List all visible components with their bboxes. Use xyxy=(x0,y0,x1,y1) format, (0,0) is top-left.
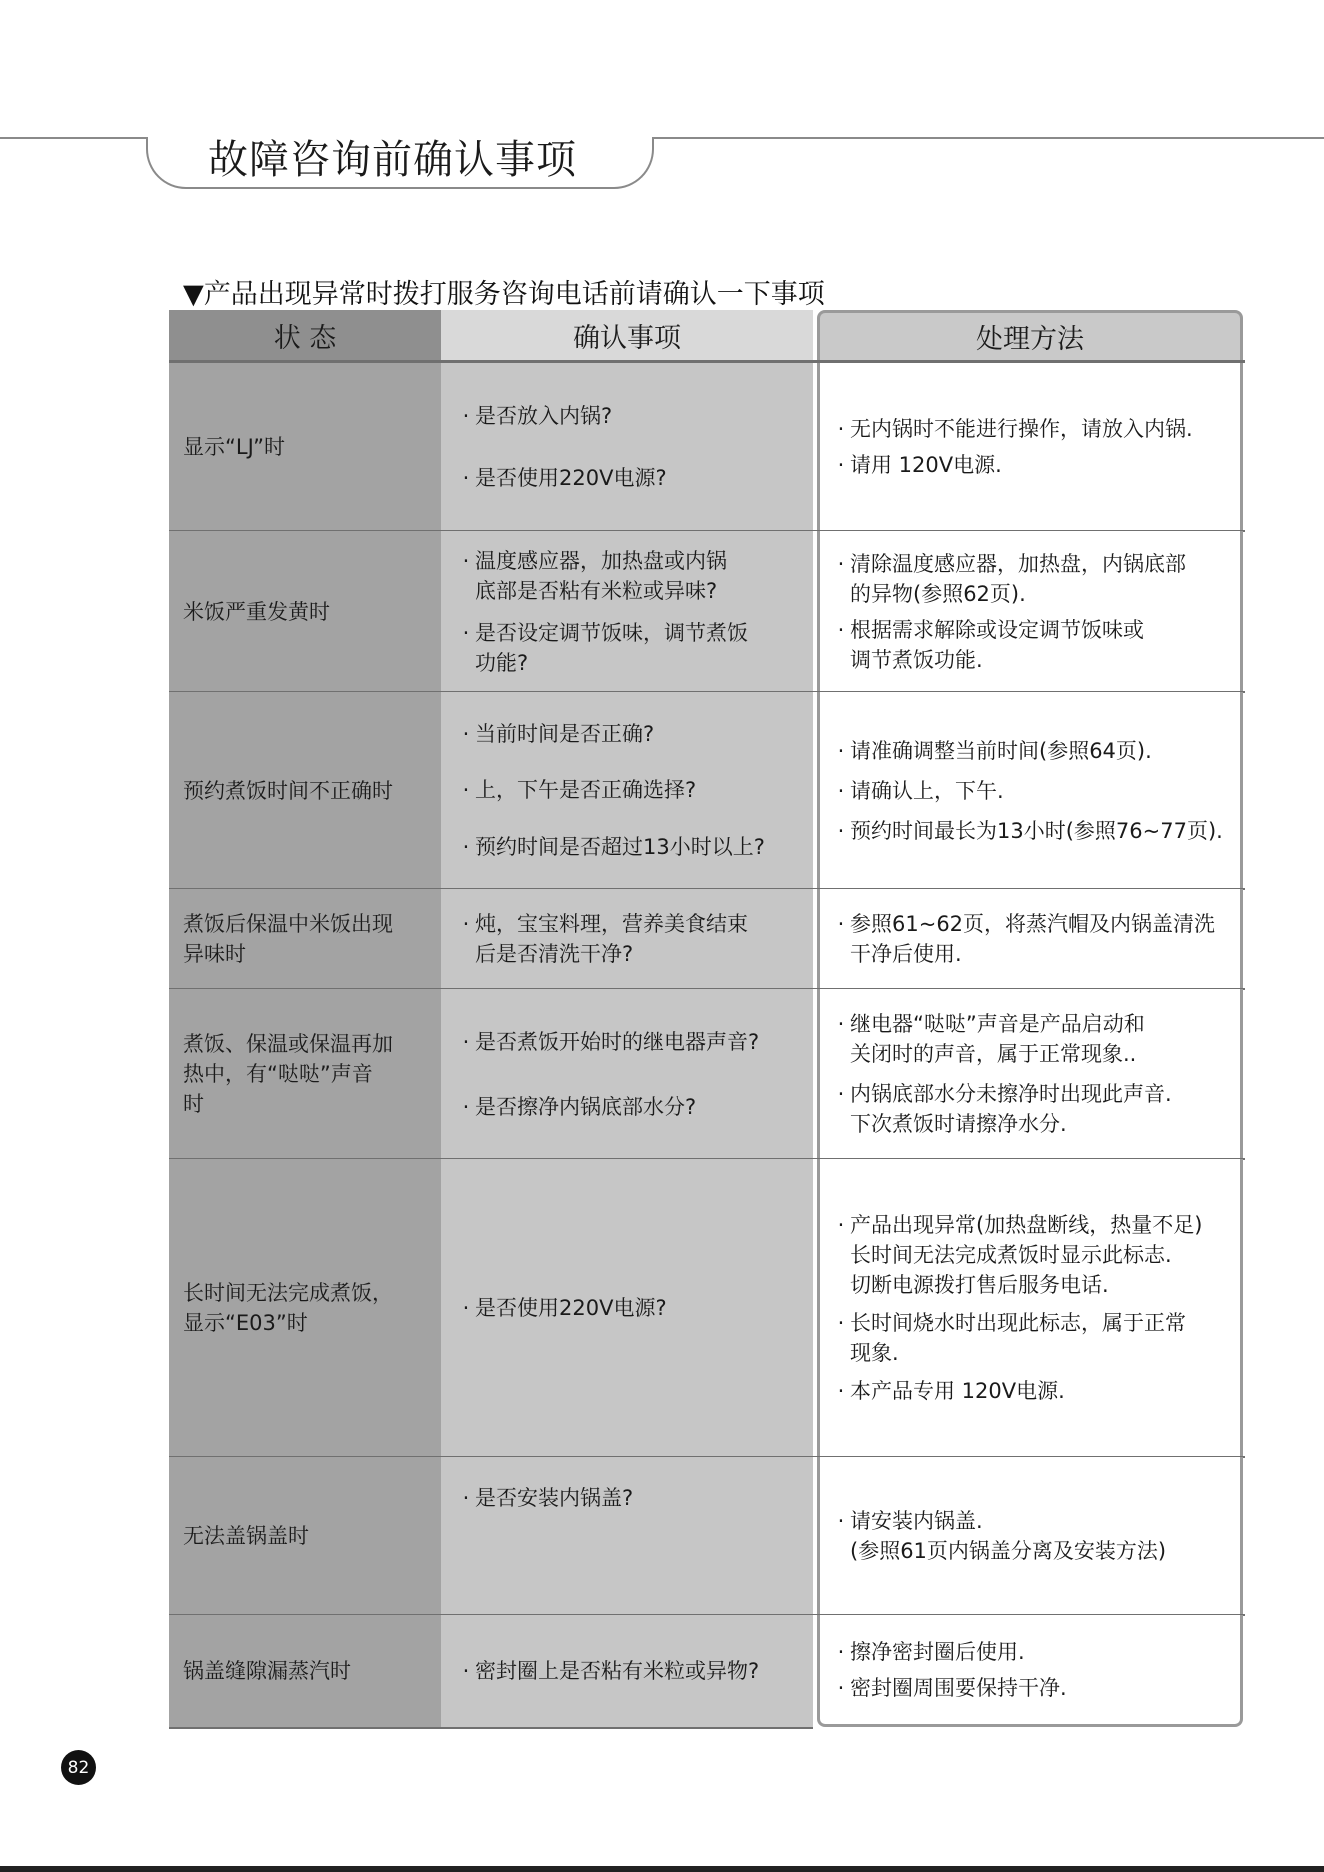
methods-cell xyxy=(817,989,1243,1159)
checks-cell xyxy=(441,1457,813,1615)
status-cell: 显示“LJ”时 xyxy=(169,363,441,531)
list-item: · 温度感应器，加热盘或内锅 底部是否粘有米粒或异味? xyxy=(462,548,727,603)
list-item: · 是否煮饭开始时的继电器声音? xyxy=(462,1029,760,1054)
list-item: · 密封圈周围要保持干净. xyxy=(837,1675,1067,1700)
list-item: · 炖，宝宝料理，营养美食结束 后是否清洗干净? xyxy=(462,912,748,966)
column-header-checks: 确认事项 xyxy=(441,310,813,360)
methods-cell xyxy=(817,531,1243,692)
status-cell: 预约煮饭时间不正确时 xyxy=(169,692,441,889)
list-item: · 本产品专用 120V电源. xyxy=(837,1379,1065,1403)
list-item: · 上，下午是否正确选择? xyxy=(462,778,697,803)
page-title: 故障咨询前确认事项 xyxy=(208,137,577,183)
table-row xyxy=(169,1159,1245,1457)
table-bottom-rule xyxy=(169,1727,813,1729)
checks-cell xyxy=(441,1615,813,1727)
methods-cell xyxy=(817,1615,1243,1727)
status-cell: 煮饭后保温中米饭出现 异味时 xyxy=(169,889,441,989)
table-row xyxy=(169,531,1245,692)
list-item: · 是否擦净内锅底部水分? xyxy=(462,1094,697,1119)
list-item: · 清除温度感应器，加热盘，内锅底部 的异物(参照62页). xyxy=(837,551,1186,606)
section-subtitle: ▼产品出现异常时拨打服务咨询电话前请确认一下事项 xyxy=(183,279,825,310)
list-item: · 内锅底部水分未擦净时出现此声音. 下次煮饭时请擦净水分. xyxy=(837,1082,1172,1136)
column-header-methods: 处理方法 xyxy=(817,310,1243,360)
list-item: · 无内锅时不能进行操作，请放入内锅. xyxy=(837,417,1193,441)
header-rule-right xyxy=(654,137,1324,139)
list-item: · 是否使用220V电源? xyxy=(462,1296,667,1320)
list-item: · 长时间烧水时出现此标志，属于正常 现象. xyxy=(837,1311,1186,1365)
status-cell: 锅盖缝隙漏蒸汽时 xyxy=(169,1615,441,1727)
list-item: · 参照61~62页，将蒸汽帽及内锅盖清洗 干净后使用. xyxy=(837,912,1216,966)
methods-cell xyxy=(817,1457,1243,1615)
methods-cell xyxy=(817,363,1243,531)
checks-cell xyxy=(441,692,813,889)
status-cell: 长时间无法完成煮饭， 显示“E03”时 xyxy=(169,1159,441,1457)
list-item: · 擦净密封圈后使用. xyxy=(837,1639,1025,1664)
list-item: · 继电器“哒哒”声音是产品启动和 关闭时的声音，属于正常现象.. xyxy=(837,1012,1145,1066)
list-item: · 是否设定调节饭味，调节煮饭 功能? xyxy=(462,620,748,675)
list-item: · 请准确调整当前时间(参照64页). xyxy=(837,738,1152,763)
list-item: · 请确认上，下午. xyxy=(837,778,1004,803)
table-row xyxy=(169,1615,1245,1727)
checks-cell xyxy=(441,1159,813,1457)
status-cell: 米饭严重发黄时 xyxy=(169,531,441,692)
header-rule-left xyxy=(0,137,146,139)
list-item: · 是否使用220V电源? xyxy=(462,466,667,490)
status-cell: 无法盖锅盖时 xyxy=(169,1457,441,1615)
checks-cell xyxy=(441,531,813,692)
list-item: · 产品出现异常(加热盘断线，热量不足) 长时间无法完成煮饭时显示此标志. 切断电源拨打售后服务电话. xyxy=(837,1213,1203,1297)
status-cell: 煮饭、保温或保温再加 热中，有“哒哒”声音 时 xyxy=(169,989,441,1159)
column-header-status: 状 态 xyxy=(169,310,441,360)
methods-cell xyxy=(817,1159,1243,1457)
list-item: · 预约时间是否超过13小时以上? xyxy=(462,834,765,859)
list-item: · 请用 120V电源. xyxy=(837,453,1002,477)
list-item: · 根据需求解除或设定调节饭味或 调节煮饭功能. xyxy=(837,617,1144,672)
list-item: · 当前时间是否正确? xyxy=(462,722,655,747)
table-row xyxy=(169,363,1245,531)
list-item: · 是否放入内锅? xyxy=(462,404,613,428)
checks-cell xyxy=(441,989,813,1159)
table-row xyxy=(169,889,1245,989)
table-row xyxy=(169,692,1245,889)
list-item: · 是否安装内锅盖? xyxy=(462,1486,634,1510)
methods-cell xyxy=(817,692,1243,889)
methods-cell xyxy=(817,889,1243,989)
table-row xyxy=(169,989,1245,1159)
checks-cell xyxy=(441,363,813,531)
footer-rule xyxy=(0,1866,1324,1872)
page-number-badge: 82 xyxy=(61,1750,96,1785)
list-item: · 请安装内锅盖. (参照61页内锅盖分离及安装方法) xyxy=(837,1509,1167,1563)
list-item: · 预约时间最长为13小时(参照76~77页). xyxy=(837,818,1223,843)
table-row xyxy=(169,1457,1245,1615)
list-item: · 密封圈上是否粘有米粒或异物? xyxy=(462,1659,760,1683)
checks-cell xyxy=(441,889,813,989)
